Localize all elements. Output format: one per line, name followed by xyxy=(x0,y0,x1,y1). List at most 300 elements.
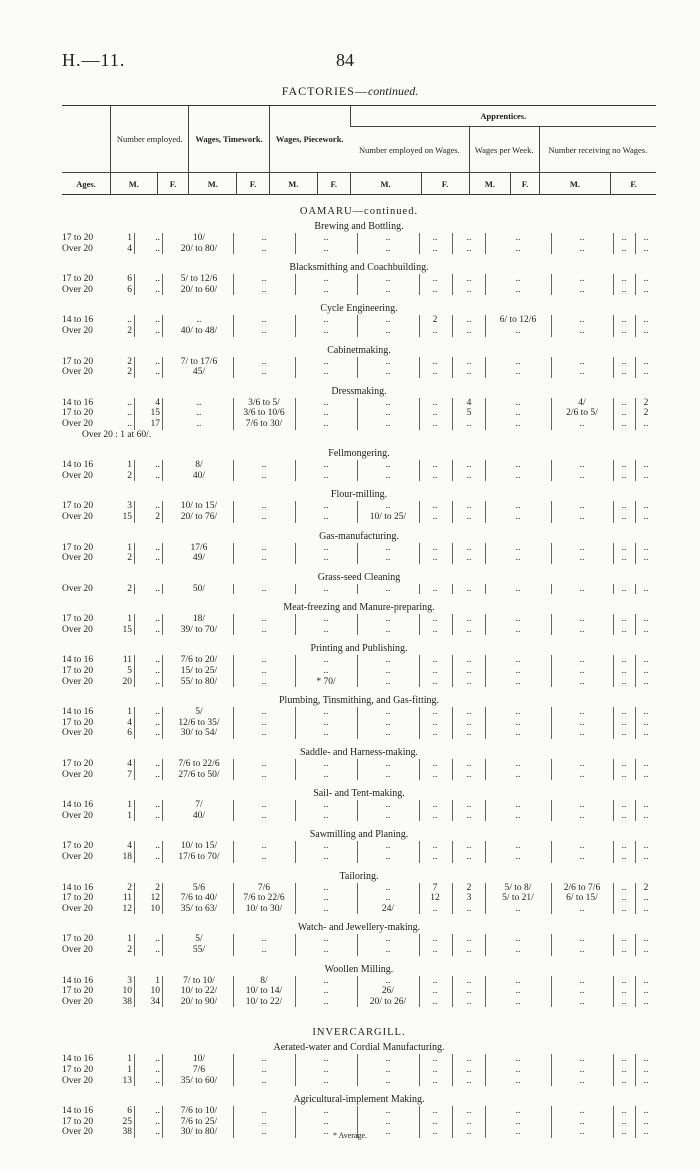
employed-m-cell: .. xyxy=(127,315,132,326)
timework-m-cell: 40/ xyxy=(192,810,206,821)
employed-f-cell: .. xyxy=(155,655,160,666)
no-wages-f-cell: .. xyxy=(643,800,649,811)
employed-f-cell: 2 xyxy=(155,511,160,522)
apprentice-number-m-cell: .. xyxy=(432,553,438,564)
ages-cell: 17 to 20 xyxy=(62,666,94,677)
apprentice-number-f-cell: .. xyxy=(466,655,472,666)
no-wages-f-cell: .. xyxy=(643,655,649,666)
apprentice-number-m-cell: .. xyxy=(432,717,438,728)
column-rule xyxy=(162,357,163,368)
timework-m-cell: 18/ xyxy=(192,614,206,625)
column-rule xyxy=(162,501,163,512)
no-wages-m-cell: .. xyxy=(621,233,627,243)
apprentice-number-m-cell: .. xyxy=(432,996,438,1007)
column-rule xyxy=(452,718,453,729)
employed-m-cell: .. xyxy=(127,397,132,408)
header-m: M. xyxy=(539,173,611,195)
no-wages-f-cell: .. xyxy=(643,315,649,326)
employed-f-cell: .. xyxy=(155,852,160,862)
piecework-f-cell: 26/ xyxy=(381,986,395,997)
table-row xyxy=(62,244,656,255)
apprentice-wages-f-cell: .. xyxy=(579,666,585,677)
apprentice-wages-m-cell: .. xyxy=(515,614,521,625)
industry-heading: Grass-seed Cleaning xyxy=(317,571,401,583)
employed-f-cell: 1 xyxy=(155,975,160,986)
column-rule xyxy=(134,471,135,482)
piecework-f-cell: .. xyxy=(385,676,391,687)
employed-m-cell: 1 xyxy=(127,810,132,821)
no-wages-m-cell: .. xyxy=(621,655,627,666)
industry-heading: Tailoring. xyxy=(339,870,379,882)
timework-f-cell: .. xyxy=(261,728,267,739)
apprentice-number-m-cell: 2 xyxy=(432,315,438,326)
apprentice-wages-m-cell: .. xyxy=(515,1054,521,1065)
employed-m-cell: 1 xyxy=(127,1064,132,1075)
table-row xyxy=(62,285,656,296)
column-rule xyxy=(162,800,163,811)
column-rule xyxy=(134,893,135,904)
no-wages-f-cell: .. xyxy=(643,944,649,955)
apprentice-wages-m-cell: .. xyxy=(515,1075,521,1086)
ages-cell: 17 to 20 xyxy=(62,759,94,770)
column-rule xyxy=(134,367,135,378)
apprentice-wages-m-cell: 5/ to 8/ xyxy=(504,882,532,893)
table-row xyxy=(62,677,656,688)
apprentice-wages-f-cell: .. xyxy=(579,274,585,285)
ages-cell: Over 20 xyxy=(62,243,93,254)
industry-heading: Plumbing, Tinsmithing, and Gas-fitting. xyxy=(278,695,440,707)
timework-f-cell: 7/6 xyxy=(257,882,271,893)
timework-m-cell: .. xyxy=(196,408,202,419)
apprentice-wages-f-cell: .. xyxy=(579,315,585,326)
employed-f-cell: .. xyxy=(155,315,160,326)
ages-cell: Over 20 xyxy=(62,470,93,481)
apprentice-number-f-cell: .. xyxy=(466,1116,472,1127)
column-rule xyxy=(162,625,163,636)
column-rule xyxy=(162,408,163,419)
apprentice-number-m-cell: .. xyxy=(432,655,438,666)
piecework-f-cell: .. xyxy=(385,717,391,728)
employed-m-cell: .. xyxy=(127,418,132,429)
apprentice-number-f-cell: .. xyxy=(466,728,472,739)
no-wages-m-cell: .. xyxy=(621,553,627,564)
table-row xyxy=(62,1065,656,1076)
apprentice-number-m-cell: .. xyxy=(432,470,438,481)
timework-m-cell: 5/ to 12/6 xyxy=(180,274,218,285)
apprentice-number-f-cell: .. xyxy=(466,501,472,512)
apprentice-wages-f-cell: .. xyxy=(579,934,585,945)
timework-m-cell: .. xyxy=(196,397,202,408)
piecework-f-cell: .. xyxy=(385,975,391,986)
no-wages-f-cell: .. xyxy=(643,274,649,285)
column-rule xyxy=(134,1065,135,1076)
apprentice-number-f-cell: .. xyxy=(466,996,472,1007)
column-rule xyxy=(134,233,135,244)
apprentice-number-m-cell: .. xyxy=(432,728,438,739)
apprentice-number-f-cell: .. xyxy=(466,717,472,728)
apprentice-number-f-cell: 5 xyxy=(466,408,472,419)
column-rule xyxy=(134,883,135,894)
column-rule xyxy=(162,893,163,904)
timework-f-cell: .. xyxy=(261,470,267,481)
apprentice-wages-m-cell: .. xyxy=(515,934,521,945)
piecework-f-cell: 20/ to 26/ xyxy=(369,996,407,1007)
column-rule xyxy=(162,1065,163,1076)
employed-m-cell: 11 xyxy=(122,893,132,904)
apprentice-number-m-cell: .. xyxy=(432,460,438,471)
apprentice-wages-f-cell: .. xyxy=(579,986,585,997)
no-wages-f-cell: .. xyxy=(643,233,649,243)
piecework-f-cell: .. xyxy=(385,759,391,770)
column-rule xyxy=(162,274,163,285)
ages-cell: Over 20 xyxy=(62,944,93,955)
piecework-f-cell: .. xyxy=(385,470,391,481)
timework-m-cell: 30/ to 54/ xyxy=(180,728,218,739)
apprentice-wages-f-cell: .. xyxy=(579,614,585,625)
timework-f-cell: .. xyxy=(261,1127,267,1138)
no-wages-m-cell: .. xyxy=(621,841,627,852)
column-rule xyxy=(134,244,135,255)
no-wages-f-cell: .. xyxy=(643,1106,649,1117)
table-row xyxy=(62,367,656,378)
apprentice-wages-f-cell: .. xyxy=(579,418,585,429)
no-wages-f-cell: .. xyxy=(643,614,649,625)
column-rule xyxy=(452,976,453,987)
column-rule xyxy=(162,655,163,666)
apprentice-number-m-cell: .. xyxy=(432,367,438,378)
apprentice-wages-m-cell: .. xyxy=(515,624,521,635)
ages-cell: 17 to 20 xyxy=(62,1064,94,1075)
industry-heading: Brewing and Bottling. xyxy=(314,221,404,232)
apprentice-wages-m-cell: .. xyxy=(515,233,521,243)
header-m: M. xyxy=(189,173,237,195)
column-rule xyxy=(452,614,453,625)
apprentice-wages-m-cell: .. xyxy=(515,1064,521,1075)
no-wages-m-cell: .. xyxy=(621,1106,627,1117)
piecework-m-cell: .. xyxy=(323,418,329,429)
apprentice-wages-f-cell: .. xyxy=(579,717,585,728)
apprentice-number-m-cell: .. xyxy=(432,542,438,553)
employed-m-cell: 1 xyxy=(127,1054,132,1065)
piecework-m-cell: .. xyxy=(323,408,329,419)
table-row xyxy=(62,1054,656,1065)
piecework-m-cell: .. xyxy=(323,717,329,728)
piecework-f-cell: .. xyxy=(385,460,391,471)
column-rule xyxy=(162,512,163,523)
employed-f-cell: .. xyxy=(155,553,160,564)
apprentice-wages-m-cell: .. xyxy=(515,511,521,522)
no-wages-f-cell: .. xyxy=(643,1127,649,1138)
industry-heading: Cycle Engineering. xyxy=(320,303,398,315)
piecework-m-cell: .. xyxy=(323,233,329,243)
employed-m-cell: 3 xyxy=(127,501,132,512)
column-rule xyxy=(162,1054,163,1065)
apprentice-wages-m-cell: .. xyxy=(515,676,521,687)
apprentice-wages-m-cell: 6/ to 12/6 xyxy=(499,315,537,326)
column-rule xyxy=(452,233,453,244)
ages-cell: 14 to 16 xyxy=(62,707,94,718)
table-row xyxy=(62,1117,656,1128)
timework-m-cell: 7/ to 10/ xyxy=(183,975,215,986)
timework-m-cell: 17/6 to 70/ xyxy=(178,852,220,862)
apprentice-number-m-cell: .. xyxy=(432,1064,438,1075)
ages-cell: Over 20 xyxy=(62,325,93,336)
column-rule xyxy=(134,543,135,554)
ages-cell: Over 20 xyxy=(62,769,93,780)
no-wages-m-cell: .. xyxy=(621,903,627,914)
timework-m-cell: .. xyxy=(196,315,202,326)
ages-cell: 17 to 20 xyxy=(62,501,94,512)
timework-m-cell: 50/ xyxy=(192,583,206,594)
apprentice-wages-m-cell: .. xyxy=(515,810,521,821)
employed-m-cell: 6 xyxy=(127,284,132,295)
no-wages-m-cell: .. xyxy=(621,676,627,687)
no-wages-m-cell: .. xyxy=(621,882,627,893)
apprentice-number-f-cell: .. xyxy=(466,1075,472,1086)
piecework-f-cell: .. xyxy=(385,728,391,739)
apprentice-wages-m-cell: .. xyxy=(515,986,521,997)
timework-f-cell: .. xyxy=(261,614,267,625)
timework-f-cell: .. xyxy=(261,356,267,367)
page-number: 84 xyxy=(336,50,354,70)
no-wages-f-cell: .. xyxy=(643,666,649,677)
no-wages-f-cell: .. xyxy=(643,728,649,739)
apprentice-number-m-cell: .. xyxy=(432,759,438,770)
timework-f-cell: 3/6 to 5/ xyxy=(248,397,280,408)
timework-m-cell: 7/6 to 25/ xyxy=(180,1116,218,1127)
apprentice-wages-f-cell: 2/6 to 7/6 xyxy=(563,882,601,893)
piecework-m-cell: .. xyxy=(323,996,329,1007)
no-wages-f-cell: .. xyxy=(643,284,649,295)
apprentice-number-f-cell: 2 xyxy=(466,882,472,893)
apprentice-number-f-cell: .. xyxy=(466,511,472,522)
no-wages-m-cell: .. xyxy=(621,243,627,254)
apprentice-number-m-cell: .. xyxy=(432,903,438,914)
apprentice-number-f-cell: .. xyxy=(466,583,472,594)
table-row xyxy=(62,852,656,863)
column-rule xyxy=(134,408,135,419)
employed-m-cell: 2 xyxy=(127,882,132,893)
timework-m-cell: 39/ to 70/ xyxy=(180,624,218,635)
ages-cell: Over 20 xyxy=(62,553,93,564)
employed-f-cell: .. xyxy=(155,1075,160,1086)
apprentice-wages-m-cell: .. xyxy=(515,800,521,811)
table-row xyxy=(62,759,656,770)
apprentice-number-m-cell: .. xyxy=(432,934,438,945)
apprentice-number-f-cell: .. xyxy=(466,325,472,336)
timework-m-cell: 5/ xyxy=(195,934,203,945)
column-rule xyxy=(162,460,163,471)
column-rule xyxy=(134,677,135,688)
column-rule xyxy=(162,666,163,677)
timework-m-cell: 7/6 to 22/6 xyxy=(178,759,220,770)
no-wages-m-cell: .. xyxy=(621,1064,627,1075)
column-rule xyxy=(162,997,163,1008)
apprentice-wages-f-cell: .. xyxy=(579,624,585,635)
column-rule xyxy=(162,326,163,337)
apprentice-number-f-cell: .. xyxy=(466,903,472,914)
no-wages-m-cell: .. xyxy=(621,470,627,481)
employed-m-cell: 11 xyxy=(122,655,132,666)
header-f: F. xyxy=(157,173,189,195)
piecework-m-cell: * 70/ xyxy=(316,676,336,687)
piecework-m-cell: .. xyxy=(323,1127,329,1138)
apprentice-number-f-cell: .. xyxy=(466,367,472,378)
employed-f-cell: .. xyxy=(155,666,160,677)
employed-f-cell: 17 xyxy=(150,418,160,429)
apprentice-wages-m-cell: .. xyxy=(515,325,521,336)
apprentice-number-f-cell: .. xyxy=(466,624,472,635)
timework-f-cell: 8/ xyxy=(260,975,268,986)
no-wages-m-cell: .. xyxy=(621,614,627,625)
column-rule xyxy=(162,986,163,997)
no-wages-m-cell: .. xyxy=(621,501,627,512)
column-rule xyxy=(162,285,163,296)
piecework-f-cell: .. xyxy=(385,614,391,625)
apprentice-wages-f-cell: .. xyxy=(579,800,585,811)
apprentice-number-m-cell: .. xyxy=(432,511,438,522)
ages-cell: 14 to 16 xyxy=(62,315,94,326)
table-row xyxy=(62,1106,656,1117)
apprentice-number-f-cell: .. xyxy=(466,676,472,687)
apprentice-number-m-cell: .. xyxy=(432,944,438,955)
table-row xyxy=(62,666,656,677)
column-rule xyxy=(134,800,135,811)
piecework-m-cell: .. xyxy=(323,325,329,336)
timework-f-cell: .. xyxy=(261,934,267,945)
column-rule xyxy=(452,1054,453,1065)
no-wages-f-cell: 2 xyxy=(643,408,649,419)
employed-f-cell: .. xyxy=(155,1116,160,1127)
ages-cell: 14 to 16 xyxy=(62,1106,94,1117)
table-row xyxy=(62,976,656,987)
apprentice-wages-f-cell: .. xyxy=(579,707,585,718)
no-wages-m-cell: .. xyxy=(621,800,627,811)
apprentice-wages-m-cell: .. xyxy=(515,769,521,780)
apprentice-number-f-cell: 4 xyxy=(466,397,472,408)
employed-m-cell: 1 xyxy=(127,800,132,811)
table-row xyxy=(62,315,656,326)
piecework-m-cell: .. xyxy=(323,707,329,718)
no-wages-f-cell: .. xyxy=(643,759,649,770)
timework-m-cell: 7/6 to 20/ xyxy=(180,655,218,666)
ages-cell: Over 20 xyxy=(62,996,93,1007)
apprentice-number-m-cell: .. xyxy=(432,810,438,821)
piecework-f-cell: .. xyxy=(385,893,391,904)
table-row xyxy=(62,274,656,285)
apprentice-number-f-cell: .. xyxy=(466,1127,472,1138)
column-rule xyxy=(134,1106,135,1117)
piecework-f-cell: .. xyxy=(385,707,391,718)
table-row xyxy=(62,841,656,852)
table-row xyxy=(62,770,656,781)
piecework-f-cell: .. xyxy=(385,800,391,811)
industry-heading: Saddle- and Harness-making. xyxy=(299,747,419,759)
apprentice-number-m-cell: .. xyxy=(432,800,438,811)
employed-f-cell: .. xyxy=(155,501,160,512)
apprentice-wages-m-cell: .. xyxy=(515,284,521,295)
apprentice-wages-m-cell: .. xyxy=(515,397,521,408)
apprentice-wages-f-cell: .. xyxy=(579,975,585,986)
column-rule xyxy=(162,759,163,770)
column-rule xyxy=(134,904,135,915)
apprentice-wages-m-cell: .. xyxy=(515,274,521,285)
apprentice-wages-m-cell: .. xyxy=(515,243,521,254)
industry-heading: Watch- and Jewellery-making. xyxy=(297,922,421,934)
apprentice-number-m-cell: .. xyxy=(432,1054,438,1065)
column-rule xyxy=(452,934,453,945)
apprentice-wages-m-cell: .. xyxy=(515,542,521,553)
timework-m-cell: 7/6 xyxy=(192,1064,206,1075)
table-row xyxy=(62,326,656,337)
timework-m-cell: 7/ xyxy=(195,800,203,811)
piecework-f-cell: .. xyxy=(385,769,391,780)
ages-cell: 17 to 20 xyxy=(62,274,94,285)
employed-f-cell: .. xyxy=(155,841,160,852)
employed-m-cell: 1 xyxy=(127,542,132,553)
column-rule xyxy=(134,357,135,368)
apprentice-wages-m-cell: .. xyxy=(515,903,521,914)
timework-f-cell: .. xyxy=(261,841,267,852)
apprentice-number-m-cell: .. xyxy=(432,676,438,687)
column-rule xyxy=(162,1076,163,1087)
timework-m-cell: 10/ xyxy=(192,233,206,243)
column-rule xyxy=(134,759,135,770)
industry-heading: Cabinetmaking. xyxy=(327,344,391,356)
piecework-m-cell: .. xyxy=(323,975,329,986)
column-rule xyxy=(452,408,453,419)
piecework-m-cell: .. xyxy=(323,284,329,295)
employed-f-cell: .. xyxy=(155,1127,160,1138)
no-wages-m-cell: .. xyxy=(621,1116,627,1127)
timework-m-cell: 40/ to 48/ xyxy=(180,325,218,336)
employed-f-cell: .. xyxy=(155,243,160,254)
apprentice-wages-f-cell: .. xyxy=(579,542,585,553)
apprentice-number-f-cell: .. xyxy=(466,769,472,780)
column-rule xyxy=(162,934,163,945)
timework-m-cell: 20/ to 60/ xyxy=(180,284,218,295)
column-rule xyxy=(134,718,135,729)
timework-m-cell: 10/ to 15/ xyxy=(180,841,218,852)
ages-cell: 17 to 20 xyxy=(62,841,94,852)
header-number-employed: Number employed. xyxy=(111,106,189,173)
ages-cell: Over 20 xyxy=(62,810,93,821)
employed-m-cell: 12 xyxy=(122,903,132,914)
employed-f-cell: .. xyxy=(155,274,160,285)
apprentice-number-f-cell: .. xyxy=(466,944,472,955)
column-rule xyxy=(452,584,453,595)
employed-f-cell: .. xyxy=(155,583,160,594)
timework-f-cell: .. xyxy=(261,501,267,512)
town-heading: INVERCARGILL. xyxy=(312,1027,406,1039)
timework-f-cell: .. xyxy=(261,1106,267,1117)
column-rule xyxy=(162,398,163,409)
no-wages-f-cell: .. xyxy=(643,810,649,821)
ages-cell: 14 to 16 xyxy=(62,460,94,471)
employed-m-cell: 25 xyxy=(122,1116,132,1127)
ages-cell: 14 to 16 xyxy=(62,655,94,666)
no-wages-m-cell: .. xyxy=(621,325,627,336)
piecework-m-cell: .. xyxy=(323,511,329,522)
industry-heading: Gas-manufacturing. xyxy=(319,530,399,542)
no-wages-m-cell: .. xyxy=(621,852,627,862)
piecework-f-cell: .. xyxy=(385,583,391,594)
apprentice-number-m-cell: .. xyxy=(432,583,438,594)
column-rule xyxy=(452,326,453,337)
no-wages-m-cell: .. xyxy=(621,934,627,945)
header-ages: Ages. xyxy=(76,178,96,189)
timework-f-cell: .. xyxy=(261,1064,267,1075)
